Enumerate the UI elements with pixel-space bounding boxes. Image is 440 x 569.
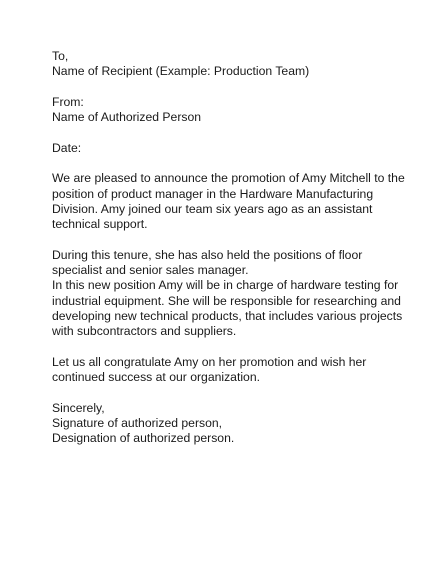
paragraph-line: with subcontractors and suppliers. xyxy=(52,324,237,339)
responsibilities-paragraph xyxy=(52,248,412,340)
spacer xyxy=(52,80,412,95)
paragraph-line: technical support. xyxy=(52,217,148,232)
spacer xyxy=(52,125,412,140)
congratulations-paragraph xyxy=(52,355,412,386)
recipient-name: Name of Recipient (Example: Production Team) xyxy=(52,64,310,79)
spacer xyxy=(52,386,412,401)
paragraph-line: We are pleased to announce the promotion of Amy Mitchell to the xyxy=(52,171,405,186)
paragraph-line: position of product manager in the Hardware Manufacturing xyxy=(52,186,374,201)
paragraph-line: Division. Amy joined our team six years ago as an assistant xyxy=(52,201,373,216)
paragraph-line: specialist and senior sales manager. xyxy=(52,263,249,278)
letter-page xyxy=(52,49,412,447)
spacer xyxy=(52,340,412,355)
paragraph-line: Let us all congratulate Amy on her promotion and wish her xyxy=(52,354,367,369)
date-label: Date: xyxy=(52,140,82,155)
paragraph-line: industrial equipment. She will be responsible for researching and xyxy=(52,293,401,308)
paragraph-line: In this new position Amy will be in charge of hardware testing for xyxy=(52,278,399,293)
paragraph-line: developing new technical products, that includes various projects xyxy=(52,309,403,324)
closing: Sincerely, xyxy=(52,400,105,415)
paragraph-line: During this tenure, she has also held the positions of floor xyxy=(52,247,363,262)
spacer xyxy=(52,156,412,171)
sender-name: Name of Authorized Person xyxy=(52,110,202,125)
to-label: To, xyxy=(52,49,69,63)
spacer xyxy=(52,233,412,248)
signature-line: Signature of authorized person, xyxy=(52,416,223,431)
from-label: From: xyxy=(52,94,84,109)
designation-line: Designation of authorized person. xyxy=(52,431,235,446)
paragraph-line: continued success at our organization. xyxy=(52,370,260,385)
announcement-paragraph xyxy=(52,171,412,232)
